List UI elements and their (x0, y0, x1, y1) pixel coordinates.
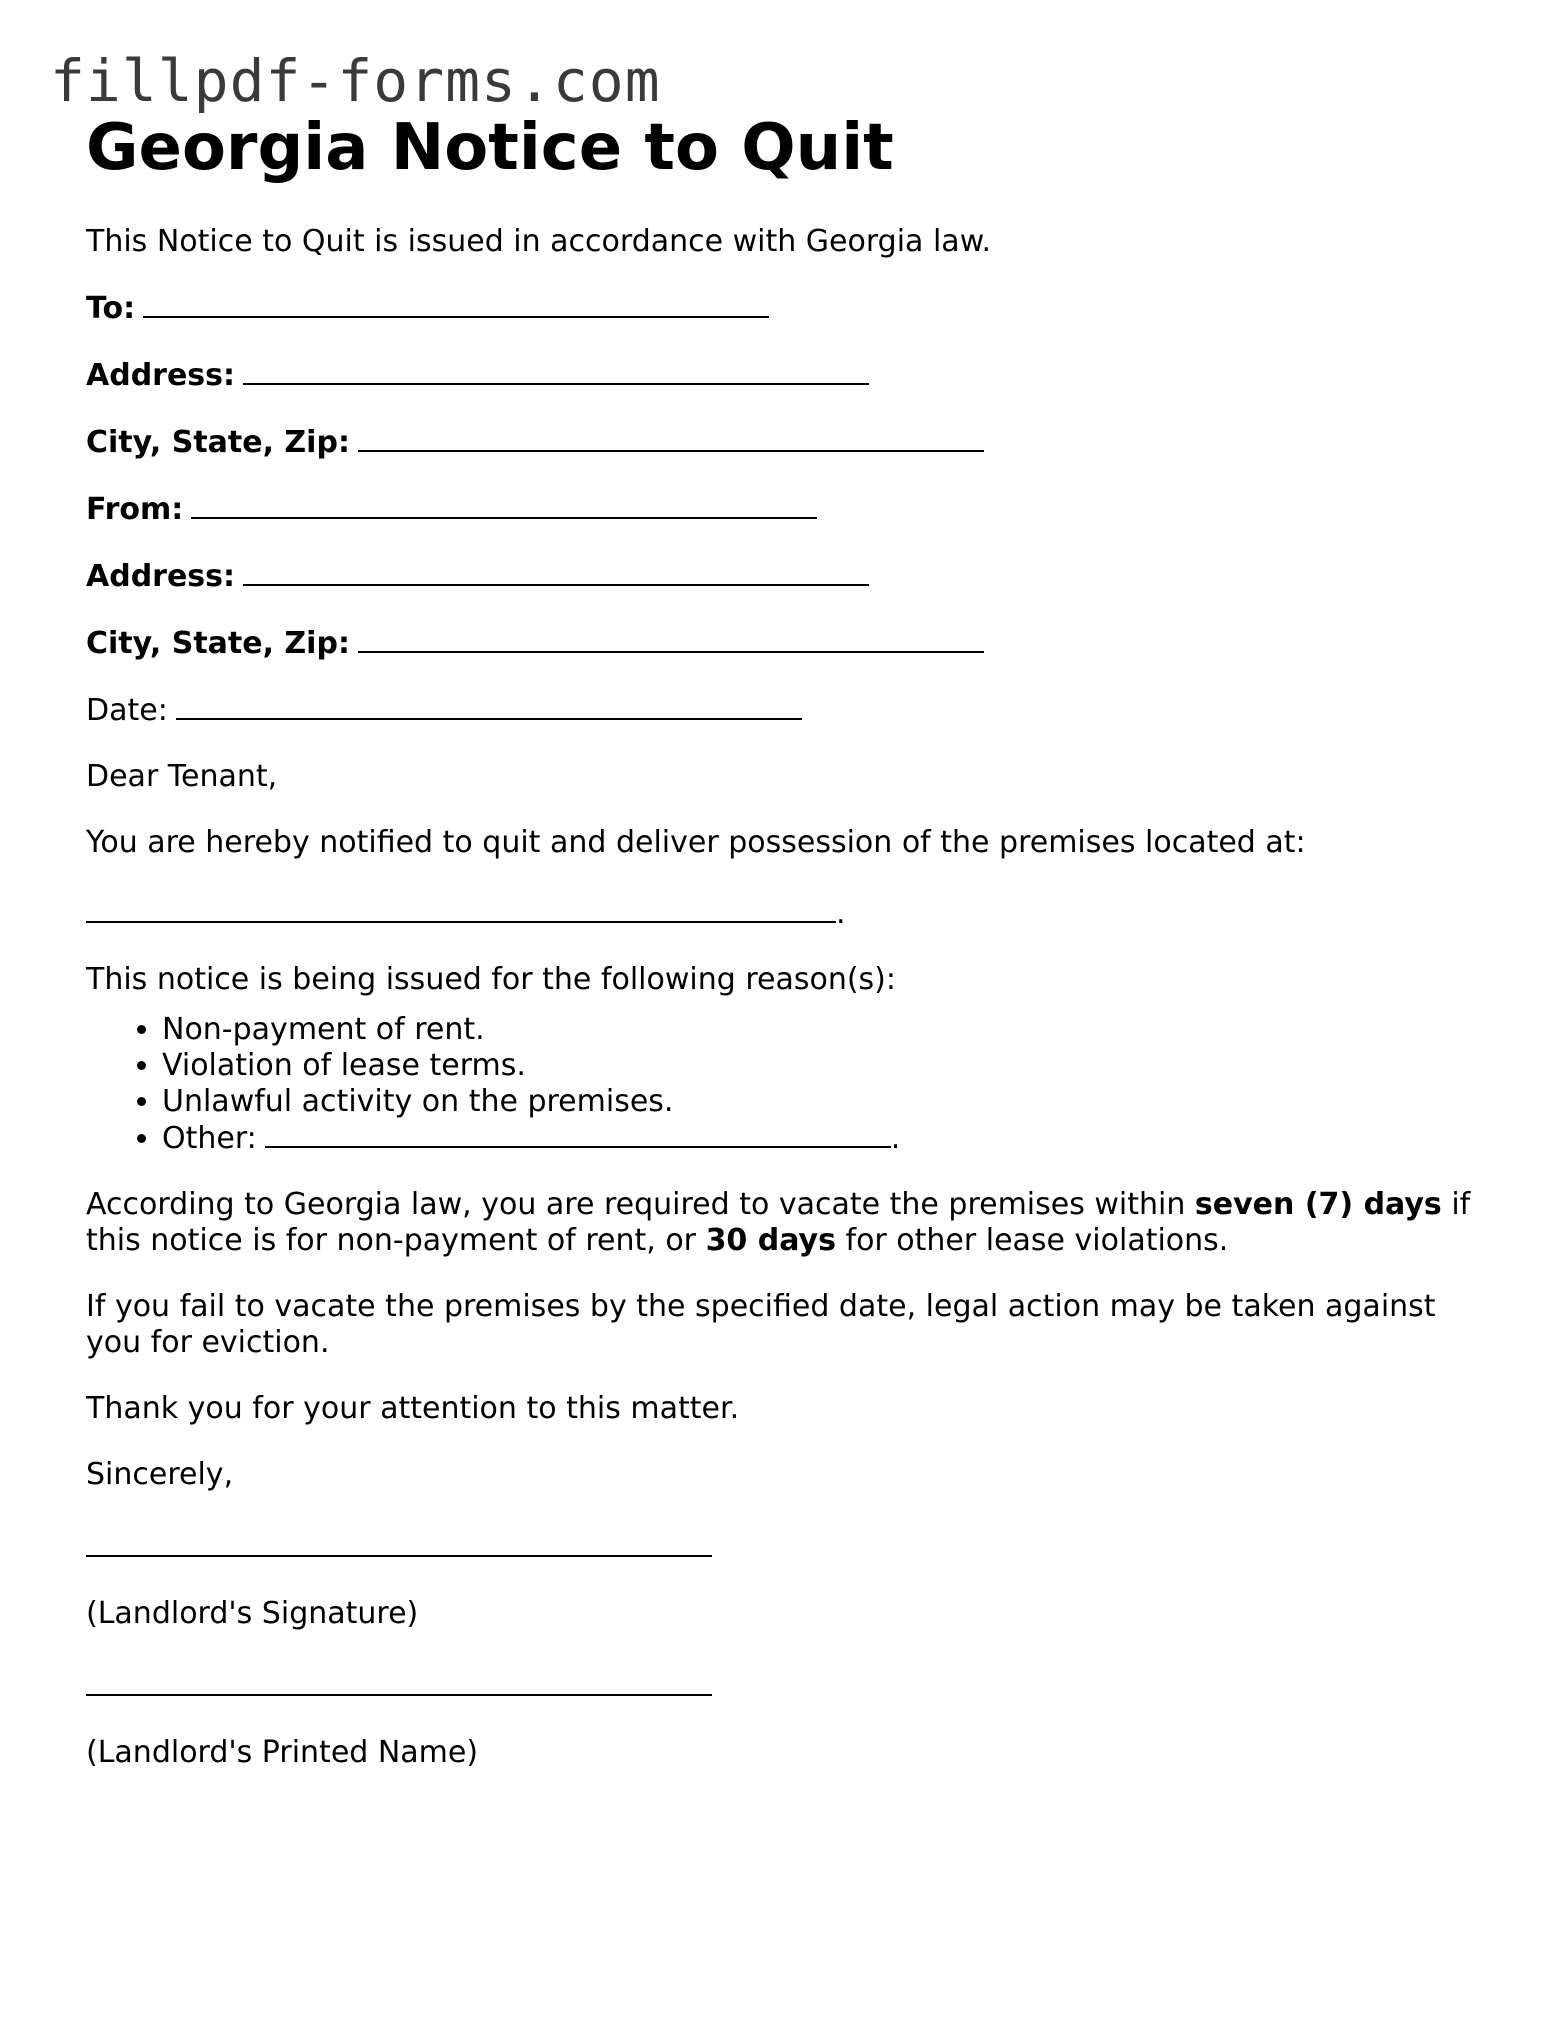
law-text-thirty-days: 30 days (705, 1223, 836, 1258)
reason-item: • Violation of lease terms. (162, 1048, 1486, 1084)
to-field (86, 290, 1486, 327)
printed-name-input-line[interactable] (86, 1668, 712, 1696)
document-title: Georgia Notice to Quit (86, 111, 894, 185)
signature-label: (Landlord's Signature) (86, 1596, 419, 1631)
law-text-part1: According to Georgia law, you are required to vacate the premises within (86, 1187, 1195, 1222)
from-city-field (86, 625, 1486, 662)
from-address-label: Address: (86, 559, 236, 594)
to-address-input-line[interactable] (243, 357, 869, 385)
premises-period: . (836, 896, 846, 931)
intro-text: This Notice to Quit is issued in accordance with Georgia law. (86, 224, 992, 259)
to-city-input-line[interactable] (358, 424, 984, 452)
premises-field (86, 895, 1486, 932)
salutation: Dear Tenant, (86, 759, 278, 794)
date-field (86, 692, 1486, 729)
from-address-field (86, 558, 1486, 595)
from-city-input-line[interactable] (358, 625, 984, 653)
closing-text: Sincerely, (86, 1457, 234, 1492)
to-label: To: (86, 291, 136, 326)
notice-text: You are hereby notified to quit and deliver possession of the premises located at: (86, 825, 1306, 860)
watermark: fillpdf-forms.com (50, 47, 661, 115)
to-city-field (86, 424, 1486, 461)
from-label: From: (86, 492, 184, 527)
thanks-text: Thank you for your attention to this matter. (86, 1391, 740, 1426)
from-input-line[interactable] (191, 491, 817, 519)
law-text-part3: for other lease violations. (835, 1223, 1229, 1258)
signature-field (86, 1529, 1486, 1566)
law-paragraph (86, 1187, 1486, 1259)
from-field (86, 491, 1486, 528)
date-label: Date: (86, 693, 168, 728)
reason-other-period: . (890, 1121, 901, 1156)
reason-item: • Unlawful activity on the premises. (162, 1084, 1486, 1120)
to-address-field (86, 357, 1486, 394)
reason-other-input-line[interactable] (265, 1120, 891, 1148)
law-text-part2: if this notice is for non-payment of rent, or (86, 1187, 1471, 1258)
printed-name-label: (Landlord's Printed Name) (86, 1735, 479, 1770)
reason-item-other (162, 1120, 1486, 1157)
legal-action-paragraph: If you fail to vacate the premises by the specified date, legal action may be taken against you for eviction. (86, 1289, 1436, 1360)
reasons-intro: This notice is being issued for the following reason(s): (86, 962, 896, 997)
printed-name-field (86, 1668, 1486, 1705)
to-input-line[interactable] (143, 290, 769, 318)
reasons-list (86, 1012, 1486, 1157)
to-city-label: City, State, Zip: (86, 425, 350, 460)
law-text-seven-days: seven (7) days (1194, 1187, 1442, 1222)
signature-input-line[interactable] (86, 1529, 712, 1557)
to-address-label: Address: (86, 358, 236, 393)
from-city-label: City, State, Zip: (86, 626, 350, 661)
reason-other-label: Other: (162, 1121, 257, 1156)
premises-input-line[interactable] (86, 895, 836, 923)
date-input-line[interactable] (176, 692, 802, 720)
notice-document (86, 106, 1486, 1771)
reason-item: • Non-payment of rent. (162, 1012, 1486, 1048)
from-address-input-line[interactable] (243, 558, 869, 586)
